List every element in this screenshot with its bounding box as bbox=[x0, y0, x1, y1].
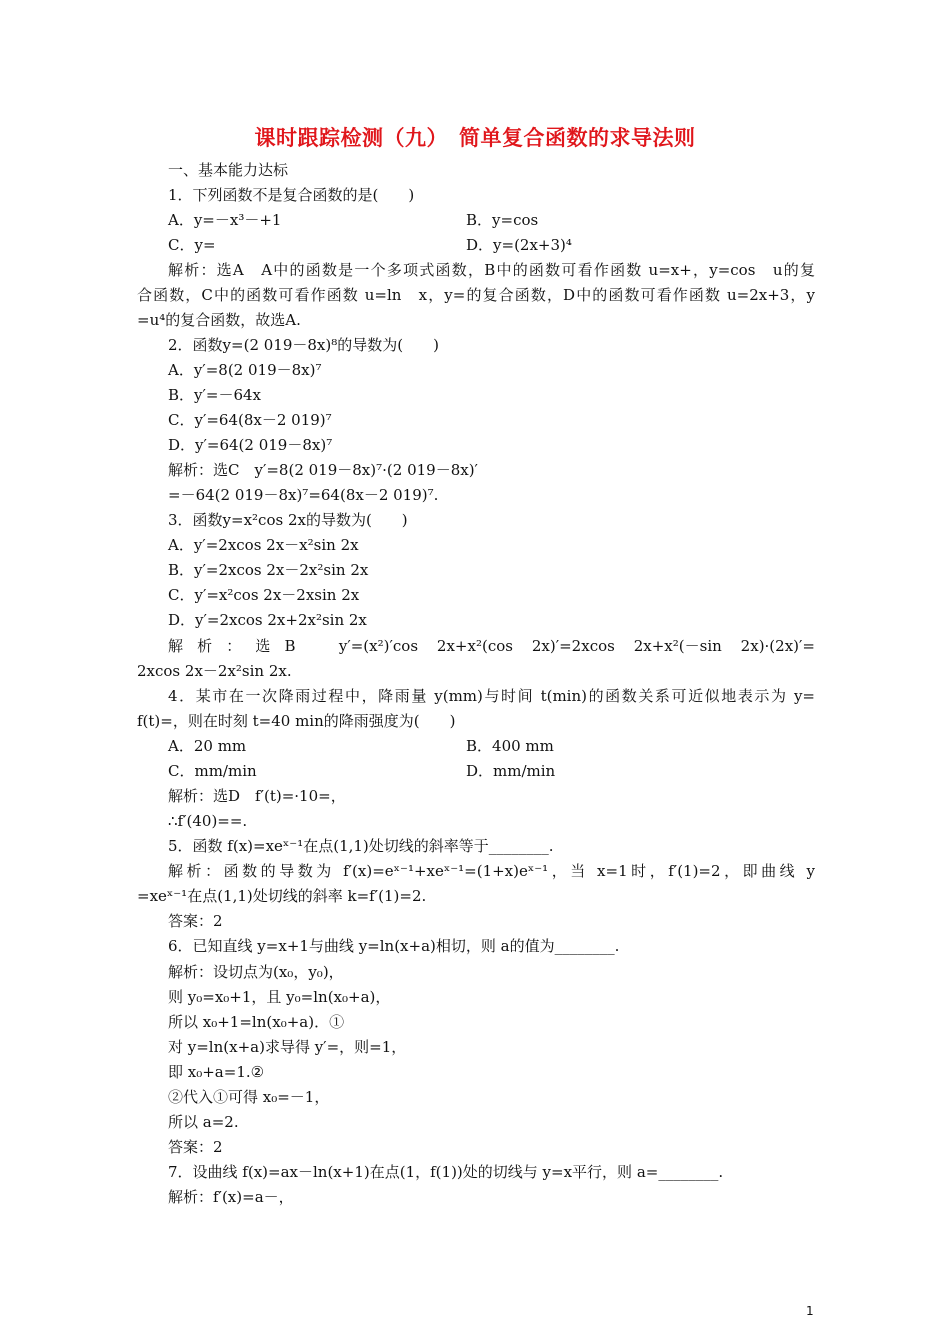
q3-analysis: 解析：选B y′=(x²)′cos 2x+x²(cos 2x)′=2xcos 2x+x²(－sin 2x)·(2x)′= bbox=[168, 637, 815, 655]
q3-option-c: C．y′=x²cos 2x－2xsin 2x bbox=[168, 586, 360, 604]
q2-option-d: D．y′=64(2 019－8x)⁷ bbox=[168, 436, 333, 454]
q1-option-d: D．y=(2x+3)⁴ bbox=[466, 236, 572, 254]
q4-option-d: D．mm/min bbox=[466, 762, 556, 780]
q1-option-b: B．y=cos bbox=[466, 211, 539, 229]
q3-analysis-cont: 2xcos 2x－2x²sin 2x. bbox=[137, 662, 292, 680]
q2-analysis: 解析：选C y′=8(2 019－8x)⁷·(2 019－8x)′ bbox=[168, 461, 478, 479]
q7-analysis: 解析：f′(x)=a－， bbox=[168, 1188, 294, 1206]
q5-analysis: 解析：函数的导数为 f′(x)=eˣ⁻¹+xeˣ⁻¹=(1+x)eˣ⁻¹，当 x=1时，f′(1)=2，即曲线 y bbox=[168, 862, 815, 880]
q1-option-a: A．y=－x³－+1 bbox=[168, 211, 282, 229]
page-number: 1 bbox=[806, 1304, 814, 1318]
q1-analysis-end: =u⁴的复合函数，故选A. bbox=[137, 311, 301, 329]
q4-option-b: B．400 mm bbox=[466, 737, 554, 755]
question-3: 3．函数y=x²cos 2x的导数为( ) bbox=[168, 511, 408, 529]
q6-step-3: 对 y=ln(x+a)求导得 y′=，则=1， bbox=[168, 1038, 407, 1056]
q6-step-2: 所以 x₀+1=ln(x₀+a)．① bbox=[168, 1013, 345, 1031]
q2-option-b: B．y′=－64x bbox=[168, 386, 262, 404]
q6-step-4: 即 x₀+a=1.② bbox=[168, 1063, 265, 1081]
q4-option-a: A．20 mm bbox=[168, 737, 247, 755]
q5-analysis-cont: =xeˣ⁻¹在点(1,1)处切线的斜率 k=f′(1)=2. bbox=[137, 887, 427, 905]
q3-option-b: B．y′=2xcos 2x－2x²sin 2x bbox=[168, 561, 369, 579]
question-4: 4．某市在一次降雨过程中，降雨量 y(mm)与时间 t(min)的函数关系可近似地表示为 y= bbox=[168, 687, 815, 705]
q6-step-5: ②代入①可得 x₀=－1， bbox=[168, 1088, 330, 1106]
q4-analysis-cont: ∴f′(40)==. bbox=[168, 812, 248, 830]
page-title: 课时跟踪检测（九） 简单复合函数的求导法则 bbox=[254, 126, 696, 150]
q3-option-a: A．y′=2xcos 2x－x²sin 2x bbox=[168, 536, 359, 554]
section-heading: 一、基本能力达标 bbox=[168, 161, 289, 179]
q1-analysis: 解析：选A A中的函数是一个多项式函数，B中的函数可看作函数 u=x+，y=cos u的复 bbox=[168, 261, 815, 279]
q6-analysis: 解析：设切点为(x₀，y₀)， bbox=[168, 963, 344, 981]
q1-analysis-cont: 合函数，C中的函数可看作函数 u=ln x，y=的复合函数，D中的函数可看作函数 u=2x+3，y bbox=[137, 286, 815, 304]
q4-option-c: C．mm/min bbox=[168, 762, 257, 780]
q1-option-c: C．y= bbox=[168, 236, 216, 254]
q2-option-c: C．y′=64(8x－2 019)⁷ bbox=[168, 411, 332, 429]
question-1: 1．下列函数不是复合函数的是( ) bbox=[168, 186, 415, 204]
q2-option-a: A．y′=8(2 019－8x)⁷ bbox=[168, 361, 322, 379]
q5-answer: 答案：2 bbox=[168, 912, 223, 930]
question-5: 5．函数 f(x)=xeˣ⁻¹在点(1,1)处切线的斜率等于________. bbox=[168, 837, 554, 855]
q6-step-1: 则 y₀=x₀+1，且 y₀=ln(x₀+a)， bbox=[168, 988, 391, 1006]
q4-analysis: 解析：选D f′(t)=·10=， bbox=[168, 787, 346, 805]
q2-analysis-cont: =－64(2 019－8x)⁷=64(8x－2 019)⁷. bbox=[168, 486, 439, 504]
q6-step-6: 所以 a=2. bbox=[168, 1113, 239, 1131]
question-4-cont: f(t)=，则在时刻 t=40 min的降雨强度为( ) bbox=[137, 712, 456, 730]
question-6: 6．已知直线 y=x+1与曲线 y=ln(x+a)相切，则 a的值为________. bbox=[168, 937, 620, 955]
question-2: 2．函数y=(2 019－8x)⁸的导数为( ) bbox=[168, 336, 439, 354]
question-7: 7．设曲线 f(x)=ax－ln(x+1)在点(1，f(1))处的切线与 y=x平行，则 a=________. bbox=[168, 1163, 724, 1181]
q6-answer: 答案：2 bbox=[168, 1138, 223, 1156]
q3-option-d: D．y′=2xcos 2x+2x²sin 2x bbox=[168, 611, 367, 629]
